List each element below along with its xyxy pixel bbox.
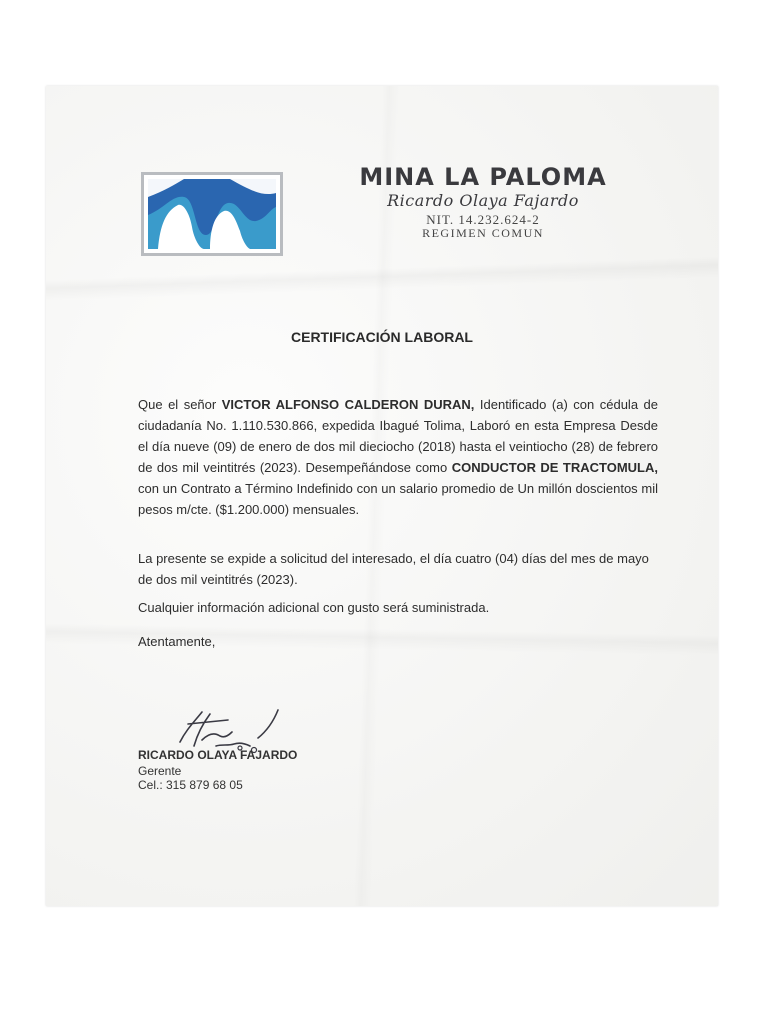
nit-number: NIT. 14.232.624-2: [426, 212, 540, 227]
issue-date-paragraph: La presente se expide a solicitud del interesado, el día cuatro (04) días del mes de mayo de dos mil veintitrés (2023).: [138, 551, 649, 587]
additional-info-paragraph: Cualquier información adicional con gusto será suministrada.: [138, 600, 490, 615]
paragraph-text: Identificado (a) con cédula de ciudadanía No. 1.110.530.866, expedida Ibagué Tolima, Laboró en esta Empresa Desde el día nueve (09) de enero de dos mil dieciocho (2018) hasta el veintiocho (28) de febrero de dos mil veintitrés (2023). Desempeñándose como: [138, 397, 659, 475]
tax-regime: REGIMEN COMUN: [422, 226, 544, 240]
document-title: CERTIFICACIÓN LABORAL: [291, 329, 473, 345]
paragraph-text: con un Contrato a Término Indefinido con un salario promedio de Un millón doscientos mil pesos m/cte. ($1.200.000) mensuales.: [138, 481, 658, 517]
signatory-name: RICARDO OLAYA FAJARDO: [138, 748, 298, 762]
employee-name: VICTOR ALFONSO CALDERON DURAN,: [221, 397, 475, 412]
owner-name: Ricardo Olaya Fajardo: [387, 191, 579, 210]
closing-text: Atentamente,: [138, 634, 216, 649]
signatory-role: Gerente: [138, 764, 182, 778]
paragraph-text: Que el señor: [138, 397, 222, 412]
company-name: MINA LA PALOMA: [359, 163, 607, 191]
certification-paragraph: [138, 394, 658, 520]
wave-logo-icon: [144, 175, 280, 253]
employee-position: CONDUCTOR DE TRACTOMULA,: [451, 460, 659, 475]
signatory-phone: Cel.: 315 879 68 05: [138, 778, 243, 792]
document-page: [46, 86, 718, 906]
company-logo: [141, 172, 283, 256]
